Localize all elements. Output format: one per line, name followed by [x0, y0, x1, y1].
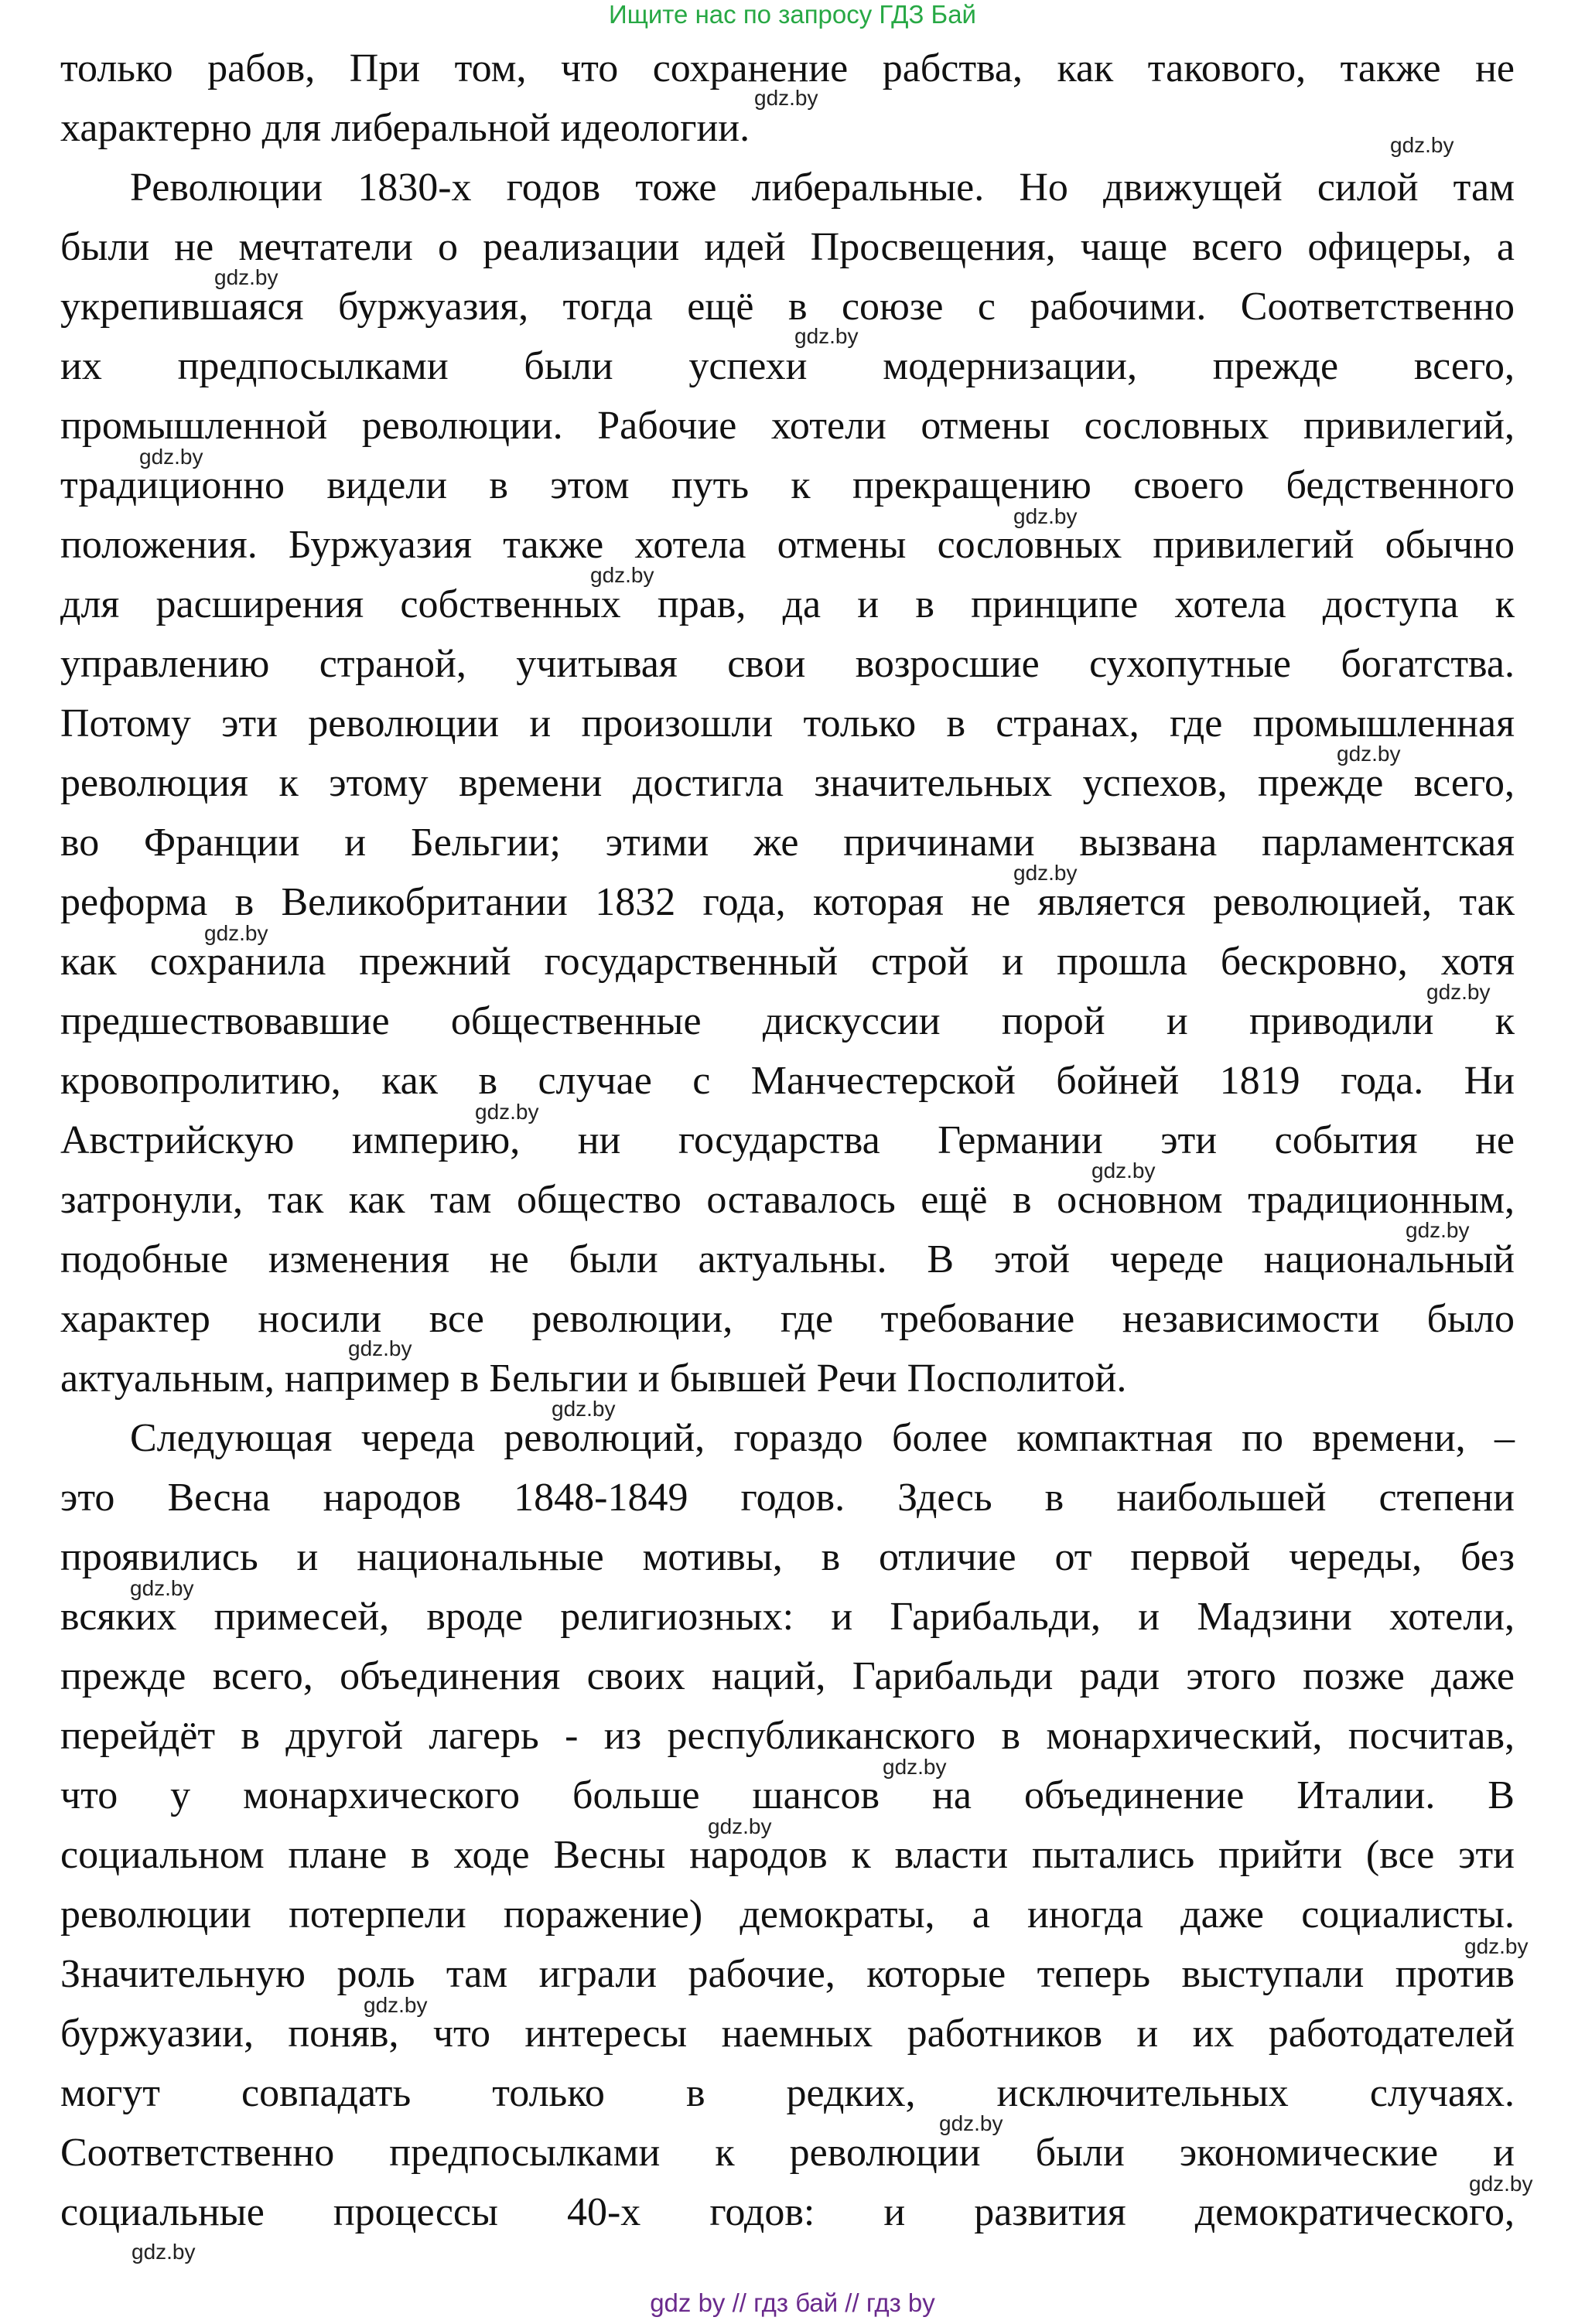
- text-line: могут совпадать только в редких, исключительных случаях.: [60, 2071, 1515, 2115]
- paragraph-2: [60, 158, 1515, 1408]
- text-line: что у монархического больше шансов на объединение Италии. В: [60, 1773, 1515, 1817]
- text-line: затронули, так как там общество оставалось ещё в основном традиционным,: [60, 1178, 1515, 1222]
- watermark: gdz.by: [1406, 1218, 1470, 1242]
- watermark: gdz.by: [708, 1814, 772, 1838]
- text-line: были не мечтатели о реализации идей Просвещения, чаще всего офицеры, а: [60, 225, 1515, 269]
- text-line: реформа в Великобритании 1832 года, которая не является революцией, так: [60, 880, 1515, 924]
- watermark: gdz.by: [794, 324, 859, 348]
- watermark: gdz.by: [139, 445, 203, 469]
- watermark: gdz.by: [1464, 1934, 1529, 1958]
- text-line: социальном плане в ходе Весны народов к власти пытались прийти (все эти: [60, 1833, 1515, 1877]
- text-line: промышленной революции. Рабочие хотели отмены сословных привилегий,: [60, 404, 1515, 448]
- text-line: характерно для либеральной идеологии.: [60, 106, 750, 150]
- watermark: gdz.by: [552, 1397, 616, 1421]
- text-line: прежде всего, объединения своих наций, Гарибальди ради этого позже даже: [60, 1654, 1515, 1698]
- text-line: Значительную роль там играли рабочие, которые теперь выступали против: [60, 1952, 1515, 1996]
- text-line: как сохранила прежний государственный строй и прошла бескровно, хотя: [60, 940, 1515, 984]
- footer-links[interactable]: gdz by // гдз бай // гдз by: [650, 2288, 935, 2317]
- text-line: всяких примесей, вроде религиозных: и Гарибальди, и Мадзини хотели,: [60, 1595, 1515, 1639]
- text-line: характер носили все революции, где требование независимости было: [60, 1297, 1515, 1341]
- text-line: для расширения собственных прав, да и в принципе хотела доступа к: [60, 582, 1515, 626]
- watermark: gdz.by: [1091, 1159, 1156, 1182]
- text-line: предшествовавшие общественные дискуссии порой и приводили к: [60, 999, 1515, 1043]
- text-line: революция к этому времени достигла значительных успехов, прежде всего,: [60, 761, 1515, 805]
- text-line: Соответственно предпосылками к революции были экономические и: [60, 2131, 1515, 2175]
- watermark: gdz.by: [214, 265, 278, 289]
- text-line: традиционно видели в этом путь к прекращению своего бедственного: [60, 463, 1515, 507]
- text-line: укрепившаяся буржуазия, тогда ещё в союзе с рабочими. Соответственно: [60, 285, 1515, 329]
- text-line: положения. Буржуазия также хотела отмены сословных привилегий обычно: [60, 523, 1515, 567]
- text-line: подобные изменения не были актуальны. В этой череде национальный: [60, 1237, 1515, 1281]
- top-banner[interactable]: Ищите нас по запросу ГДЗ Бай: [609, 0, 976, 29]
- text-line: буржуазии, поняв, что интересы наемных работников и их работодателей: [60, 2012, 1515, 2056]
- text-line: актуальным, например в Бельгии и бывшей Речи Посполитой.: [60, 1357, 1127, 1401]
- watermark: gdz.by: [132, 2240, 196, 2264]
- text-line: во Франции и Бельгии; этими же причинами вызвана парламентская: [60, 821, 1515, 865]
- document-body: [60, 39, 1515, 2242]
- watermark: gdz.by: [348, 1336, 412, 1360]
- text-line: Революции 1830-х годов тоже либеральные. Но движущей силой там: [130, 166, 1515, 210]
- text-line: революции потерпели поражение) демократы, а иногда даже социалисты.: [60, 1892, 1515, 1937]
- watermark: gdz.by: [1469, 2172, 1533, 2196]
- text-line: Потому эти революции и произошли только в странах, где промышленная: [60, 701, 1515, 746]
- paragraph-3: [60, 1408, 1515, 2242]
- text-line: управлению страной, учитывая свои возросшие сухопутные богатства.: [60, 642, 1515, 686]
- text-line: кровопролитию, как в случае с Манчестерской бойней 1819 года. Ни: [60, 1059, 1515, 1103]
- watermark: gdz.by: [939, 2111, 1003, 2135]
- text-line: только рабов, При том, что сохранение рабства, как такового, также не: [60, 46, 1515, 90]
- watermark: gdz.by: [754, 86, 818, 110]
- watermark: gdz.by: [1337, 742, 1401, 766]
- watermark: gdz.by: [1426, 980, 1491, 1004]
- text-line: перейдёт в другой лагерь - из республиканского в монархический, посчитав,: [60, 1714, 1515, 1758]
- text-line: Следующая череда революций, гораздо более компактная по времени, –: [130, 1416, 1515, 1460]
- text-line: проявились и национальные мотивы, в отличие от первой череды, без: [60, 1535, 1515, 1579]
- text-line: социальные процессы 40-х годов: и развития демократического,: [60, 2190, 1515, 2234]
- text-line: это Весна народов 1848-1849 годов. Здесь в наибольшей степени: [60, 1476, 1515, 1520]
- watermark: gdz.by: [1390, 133, 1454, 157]
- watermark: gdz.by: [364, 1993, 428, 2017]
- watermark: gdz.by: [130, 1576, 194, 1600]
- text-line: Австрийскую империю, ни государства Германии эти события не: [60, 1118, 1515, 1162]
- watermark: gdz.by: [590, 563, 654, 587]
- text-line: их предпосылками были успехи модернизации, прежде всего,: [60, 344, 1515, 388]
- watermark: gdz.by: [1013, 504, 1078, 528]
- watermark: gdz.by: [204, 921, 268, 945]
- watermark: gdz.by: [1013, 861, 1078, 885]
- watermark: gdz.by: [475, 1100, 539, 1124]
- watermark: gdz.by: [883, 1755, 947, 1779]
